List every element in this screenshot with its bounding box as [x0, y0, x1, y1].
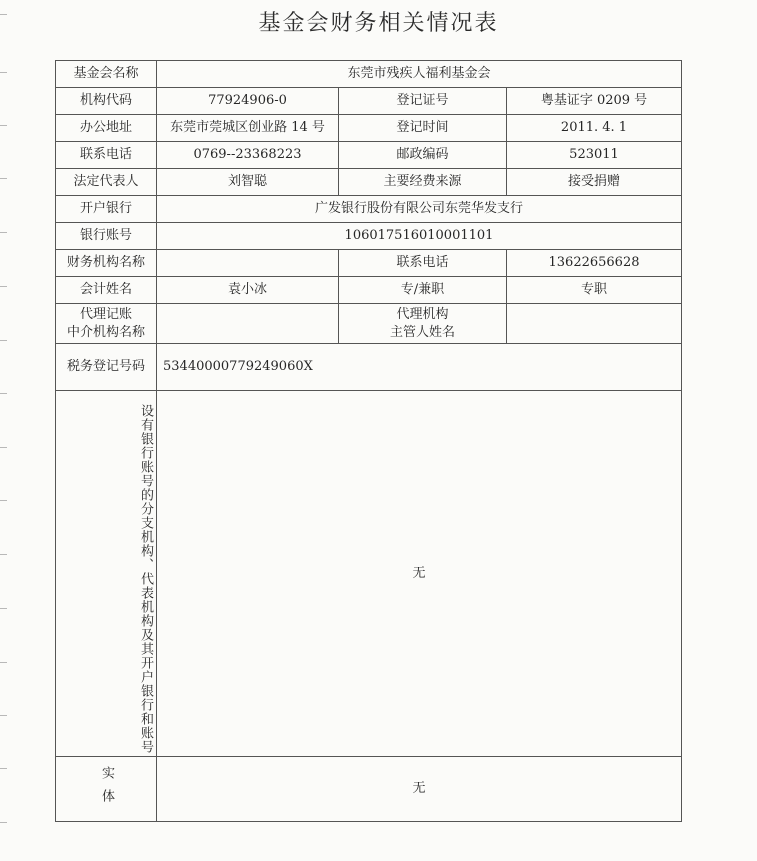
value-foundation-name: 东莞市残疾人福利基金会: [157, 61, 682, 88]
value-agent: [157, 304, 339, 344]
label-entity: 实体: [56, 757, 157, 822]
label-registration-no: 登记证号: [339, 88, 507, 115]
label-employment-type: 专/兼职: [339, 277, 507, 304]
label-tax: 税务登记号码: [56, 344, 157, 391]
row-org-code: [56, 88, 682, 115]
row-entity: [56, 757, 682, 822]
label-agent-line1: 代理记账: [79, 306, 132, 322]
value-contact-phone: 13622656628: [507, 250, 682, 277]
value-funding-source: 接受捐赠: [507, 169, 682, 196]
label-branches: 设有银行账号的分支机构、代表机构及其开户银行和账号: [56, 391, 157, 757]
value-registration-no: 粤基证字 0209 号: [507, 88, 682, 115]
label-agent-line2: 中介机构名称: [66, 324, 145, 340]
value-finance-org: [157, 250, 339, 277]
label-account: 银行账号: [56, 223, 157, 250]
label-legal-rep: 法定代表人: [56, 169, 157, 196]
label-agent-manager: [339, 304, 507, 344]
value-registration-date: 2011. 4. 1: [507, 115, 682, 142]
row-phone: [56, 142, 682, 169]
value-postcode: 523011: [507, 142, 682, 169]
value-branches: 无: [157, 391, 682, 757]
row-legal-rep: [56, 169, 682, 196]
label-agent: [56, 304, 157, 344]
value-entity: 无: [157, 757, 682, 822]
value-org-code: 77924906-0: [157, 88, 339, 115]
row-branches: [56, 391, 682, 757]
row-account: [56, 223, 682, 250]
value-employment-type: 专职: [507, 277, 682, 304]
page-title: 基金会财务相关情况表: [258, 11, 499, 36]
row-finance-org: [56, 250, 682, 277]
value-tax: 53440000779249060X: [157, 344, 682, 391]
row-name: [56, 61, 682, 88]
row-bank: [56, 196, 682, 223]
margin-ticks: [0, 0, 12, 861]
value-phone: 0769--23368223: [157, 142, 339, 169]
row-address: [56, 115, 682, 142]
label-address: 办公地址: [56, 115, 157, 142]
label-postcode: 邮政编码: [339, 142, 507, 169]
label-agent-manager-line1: 代理机构: [396, 306, 449, 322]
finance-table: [55, 60, 682, 822]
value-bank: 广发银行股份有限公司东莞华发支行: [157, 196, 682, 223]
label-finance-org: 财务机构名称: [56, 250, 157, 277]
label-agent-manager-line2: 主管人姓名: [389, 324, 455, 340]
value-accountant: 袁小冰: [157, 277, 339, 304]
value-legal-rep: 刘智聪: [157, 169, 339, 196]
label-accountant: 会计姓名: [56, 277, 157, 304]
value-address: 东莞市莞城区创业路 14 号: [157, 115, 339, 142]
label-phone: 联系电话: [56, 142, 157, 169]
label-registration-date: 登记时间: [339, 115, 507, 142]
label-org-code: 机构代码: [56, 88, 157, 115]
label-foundation-name: 基金会名称: [56, 61, 157, 88]
label-bank: 开户银行: [56, 196, 157, 223]
row-tax: [56, 344, 682, 391]
label-contact-phone: 联系电话: [339, 250, 507, 277]
value-agent-manager: [507, 304, 682, 344]
row-accountant: [56, 277, 682, 304]
value-account: 106017516010001101: [157, 223, 682, 250]
row-agent: [56, 304, 682, 344]
label-funding-source: 主要经费来源: [339, 169, 507, 196]
